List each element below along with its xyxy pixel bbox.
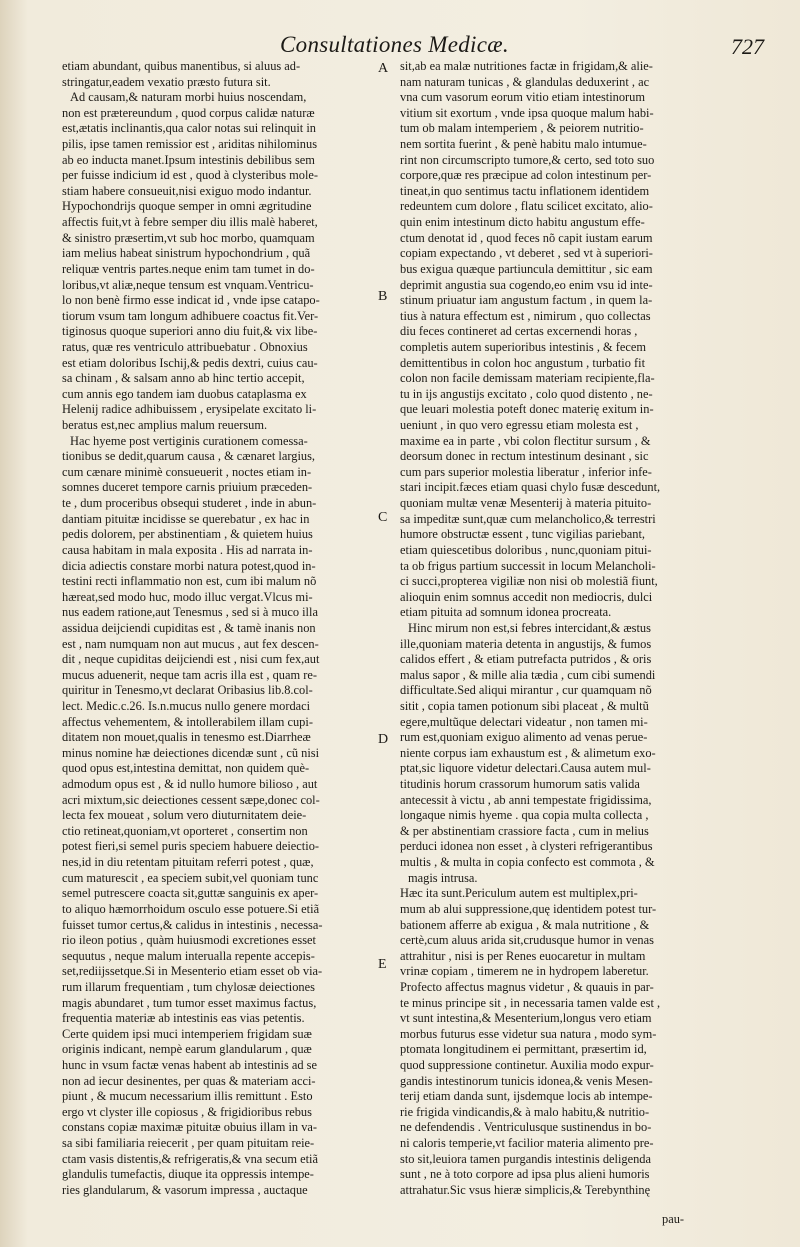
- text-line: bationem afferre ab exigua , & mala nutritione , &: [400, 917, 650, 932]
- text-line: pilis, ipse tamen remissior est , ariditas nihilominus: [62, 137, 318, 152]
- text-line: assidua deijciendi cupiditas est , & tamè inanis non: [62, 620, 316, 635]
- text-line: potest fieri,si semel puris speciem habuere deiectio-: [62, 839, 320, 854]
- text-line: glandulis tumefactis, diuque ita oppressis intempe-: [62, 1167, 314, 1182]
- text-line: alioquin enim somnus accedit non mediocris, dulci: [400, 589, 653, 604]
- text-line: cum pars superior molestia liberatur , inferior infe-: [400, 464, 652, 479]
- text-line: morbus futurus esse videtur sua natura , modo sym-: [400, 1026, 657, 1041]
- text-line: stiam habere consueuit,nisi exiguo modo indantur.: [62, 183, 312, 198]
- text-line: affectus vehementem, & intollerabilem illam cupi-: [62, 714, 313, 729]
- text-line: cum annis ego tandem iam duobus cataplasma ex: [62, 386, 307, 401]
- text-line: mucus aduenerit, neque tam acris illa est , quam re-: [62, 667, 317, 682]
- text-line: Certe quidem ipsi muci intemperiem frigidam suæ: [62, 1026, 312, 1041]
- text-line: & sinistro præsertim,vt sub hoc morbo, quamquam: [62, 230, 315, 245]
- text-line: sitit , copia tamen potionum sibi placeat , & multũ: [400, 698, 649, 713]
- text-line: dicia adiectis constare morbi natura potest,quod in-: [62, 558, 316, 573]
- text-line: deorsum donec in rectum intestinum desinant , sic: [400, 449, 649, 464]
- text-line: ergo vt clyster ille copiosus , & frigidioribus rebus: [62, 1104, 312, 1119]
- text-line: ni caloris temperie,vt facilior materia alimento pre-: [400, 1136, 654, 1151]
- page-number: 727: [731, 34, 764, 59]
- text-line: stari incipit.fæces etiam quasi chylo fusæ descedunt,: [400, 480, 661, 495]
- text-line: dantiam pituitæ incidisse se querebatur , ex hac in: [62, 511, 310, 526]
- text-line: cum cænare minimè consueuerit , noctes etiam in-: [62, 464, 312, 479]
- text-line: Profecto affectus magnus videtur , & quauis in par-: [400, 979, 654, 994]
- text-line: hæreat,sed modo huc, modo illuc vergat.Vlcus mi-: [62, 589, 313, 604]
- text-line: rum est,quoniam exiguo alimento ad venas perue-: [400, 730, 648, 745]
- text-line: somnes duceret tempore carnis priuium præceden-: [62, 480, 313, 495]
- text-line: corpore,quæ res præcipue ad colon intestinum per-: [400, 168, 652, 183]
- text-line: affectis fuit,vt à febre semper diu illis malè haberet,: [62, 215, 318, 230]
- text-line: rint non circumscripto tumore,& certo, sed toto suo: [400, 152, 655, 167]
- text-line: ab eo inducta manet.Ipsum intestinis debilibus sem: [62, 152, 315, 167]
- text-line: Ad causam,& naturam morbi huius noscendam,: [70, 90, 307, 105]
- text-line: te minus principe sit , in necessaria tamen valde est ,: [400, 995, 661, 1010]
- text-line: mum ab alui suppressione,quę identidem potest tur-: [400, 901, 657, 916]
- text-line: admodum opus est , & id nullo humore bilioso , aut: [62, 777, 318, 792]
- text-line: per fuisse indicium id est , quod à clysteribus mole-: [62, 168, 319, 183]
- text-line: Hac hyeme post vertiginis curationem comessa-: [70, 433, 308, 448]
- text-line: longaque nimis hyeme . qua copia multa collecta ,: [400, 808, 649, 823]
- text-line: vt sunt intestina,& Mesenterium,longus vero etiam: [400, 1011, 652, 1026]
- text-line: attrahatur.Sic vsus hieræ simplicis,& Terebynthinę: [400, 1182, 651, 1197]
- text-line: ctio retineat,quoniam,vt oporteret , consertim non: [62, 823, 308, 838]
- text-line: dit , neque cupiditas deijciendi est , nisi cum fex,aut: [62, 652, 320, 667]
- text-line: que leuari molestia poteft donec materię exitum in-: [400, 402, 654, 417]
- text-line: vrinæ copiam , timerem ne in hydropem laberetur.: [400, 964, 649, 979]
- text-line: non ad iecur desinentes, per quas & materiam acci-: [62, 1073, 316, 1088]
- text-line: copiam expectando , vt deberet , sed vt à superiori-: [400, 246, 653, 261]
- text-line: sto sit,leuiora tamen purgandis intestinis deligenda: [400, 1151, 651, 1166]
- text-line: maxime ea in parte , vbi colon flectitur sursum , &: [400, 433, 651, 448]
- text-line: gandis intestinorum tunicis idonea,& venis Mesen-: [400, 1073, 653, 1088]
- text-line: bus exigua quæque partiuncula demittitur , sic eam: [400, 261, 653, 276]
- text-line: nes,id in diu retentam pituitam referri potest , quæ,: [62, 855, 314, 870]
- text-line: humore obstructæ essent , tunc vigilias pariebant,: [400, 527, 646, 542]
- text-line: originis indicant, nempè earum glandularum , quæ: [62, 1042, 312, 1057]
- text-line: ueniunt , in quo vero egressu etiam molesta est ,: [400, 418, 639, 433]
- text-line: tionibus se dedit,quarum causa , & cænaret largius,: [62, 449, 316, 464]
- text-line: ries glandularum, & vasorum impressa , auctaque: [62, 1182, 308, 1197]
- text-line: etiam quiescetibus doloribus , nunc,quoniam pitui-: [400, 542, 652, 557]
- text-line: testini recti inflammatio non est, cum ibi malum nõ: [62, 574, 317, 589]
- text-line: Hypochondrijs quoque semper in omni ægritudine: [62, 199, 312, 214]
- text-line: constans copiæ maximæ pituitæ obuius illam in va-: [62, 1120, 318, 1135]
- text-line: etiam abundant, quibus manentibus, si aluus ad-: [62, 59, 301, 73]
- text-line: stringatur,eadem vexatio præsto futura sit.: [62, 74, 271, 89]
- text-line: set,rediijssetque.Si in Mesenterio etiam esset ob via-: [62, 964, 323, 979]
- text-line: tiginosus quoque superiori anno diu fuit,& vix libe-: [62, 324, 318, 339]
- text-line: nem sortita fuerint , & penè habitu malo intumue-: [400, 137, 647, 152]
- text-line: certè,cum aluus arida sit,crudusque humor in venas: [400, 933, 654, 948]
- left-text-column: [62, 59, 364, 1198]
- text-line: quin enim intestinum dicto habitu angustum effe-: [400, 215, 645, 230]
- text-line: est , nam numquam non aut mucus , aut fex descen-: [62, 636, 319, 651]
- text-line: stinum priuatur iam angustum factum , in quem la-: [400, 293, 653, 308]
- text-line: ne defendendis . Ventriculusque sustinendus in bo-: [400, 1120, 652, 1135]
- text-line: ptat,sic liquore videtur delectari.Causa autem mul-: [400, 761, 651, 776]
- text-line: colon non facile demissam materiam recipiente,fla-: [400, 371, 655, 386]
- text-line: loribus,vt aliæ,neque tensum est vnquam.Ventricu-: [62, 277, 314, 292]
- margin-letter-c: C: [378, 510, 388, 525]
- text-line: minus nomine hæ deiectiones dicendæ sunt , cũ nisi: [62, 745, 320, 760]
- margin-letter-e: E: [378, 957, 387, 972]
- text-line: tu in ijs angustijs excitato , colo quod distento , ne-: [400, 386, 653, 401]
- text-line: niente corpus iam exhaustum est , & alimetum exo-: [400, 745, 656, 760]
- text-line: diu feces contineret ad certas excernendi horas ,: [400, 324, 638, 339]
- text-line: multis , & multa in copia confecto est commota , &: [400, 855, 655, 870]
- text-line: hunc in vsum factæ venas habent ab intestinis ad se: [62, 1058, 317, 1072]
- text-line: etiam pituita ad somnum idonea procreata.: [400, 605, 612, 620]
- text-line: rio ileon potius , quàm huiusmodi excretiones esset: [62, 933, 316, 948]
- text-line: Hinc mirum non est,si febres intercidant,& æstus: [408, 620, 651, 635]
- text-line: quoniam multæ venæ Mesenterij à materia pituito-: [400, 496, 652, 511]
- text-line: quod suppressione continetur. Auxilia modo expur-: [400, 1058, 654, 1072]
- margin-letter-d: D: [378, 732, 389, 747]
- text-line: reliquæ ventris partes.neque enim tam tumet in do-: [62, 261, 315, 276]
- text-line: attrahitur , nisi is per Renes euocaretur in multam: [400, 948, 646, 963]
- text-line: redeuntem cum dolore , flatu scilicet excitato, alio-: [400, 199, 653, 214]
- text-line: ctum denotat id , quod feces nõ capit iustam earum: [400, 230, 653, 245]
- running-title: Consultationes Medicæ.: [280, 32, 509, 57]
- text-line: lo non benè firmo esse indicat id , vnde ipse catapo-: [62, 293, 320, 308]
- text-line: vna cum vasorum eorum vitio etiam intestinorum: [400, 90, 646, 105]
- text-line: fuisset tumor certus,& calidus in intestinis , necessa-: [62, 917, 323, 932]
- text-line: frequentia materiæ ab intestinis eas vias petentis.: [62, 1011, 305, 1026]
- text-line: beratus est,nec amplius malum reuersum.: [62, 418, 268, 433]
- text-line: ctam vasis distentis,& refrigeratis,& vna secum etiã: [62, 1151, 318, 1166]
- catchword: pau-: [662, 1212, 685, 1226]
- text-line: tineat,in quo sentimus tactu inflationem identidem: [400, 183, 650, 198]
- text-line: demittentibus in colon hoc angustum , turbatio fit: [400, 355, 646, 370]
- text-line: & per abstinentiam crassiore facta , cum in melius: [400, 823, 649, 838]
- text-line: ditatem non mouet,qualis in tenesmo est.Diarrheæ: [62, 730, 311, 745]
- text-line: semel putrescere coacta sit,guttæ sanguinis ex aper-: [62, 886, 319, 901]
- text-line: causa habitam in mala exposita . His ad narrata in-: [62, 542, 313, 557]
- text-line: magis abundaret , tum tumor esset maximus factus,: [62, 995, 317, 1010]
- text-line: tius à natura effectum est , nimirum , quo collectas: [400, 308, 651, 323]
- text-line: nus eadem ratione,aut Tenesmus , sed si à muco illa: [62, 605, 318, 620]
- text-line: deprimit angustia sua cogendo,eo enim vsu id inte-: [400, 277, 653, 292]
- text-line: lect. Medic.c.26. Is.n.mucus nullo genere mordaci: [62, 698, 311, 713]
- text-line: rum illarum frequentiam , tum chylosæ deiectiones: [62, 979, 315, 994]
- right-text-column: [400, 59, 710, 1198]
- text-line: egere,multũque delectari videatur , non tamen mi-: [400, 714, 648, 729]
- text-line: lecta fex moueat , solum vero diuturnitatem deie-: [62, 808, 307, 823]
- text-line: vitium sit exortum , vnde ipsa quoque malum habi-: [400, 105, 654, 120]
- text-line: te , dum proceribus obsequi studeret , inde in abun-: [62, 496, 317, 511]
- text-line: rie frigida vindicandis,& à malo habitu,& nutritio-: [400, 1104, 650, 1119]
- text-line: antecessit à victu , ab anni tempestate frigidissima,: [400, 792, 652, 807]
- text-line: non est prætereundum , quod corpus calidæ naturæ: [62, 105, 315, 120]
- text-line: cum maturescit , ea speciem subit,vel quoniam tunc: [62, 870, 319, 885]
- text-line: quiritur in Tenesmo,vt declarat Oribasius lib.8.col-: [62, 683, 313, 698]
- text-line: sequutus , neque malum interualla repente accepis-: [62, 948, 315, 963]
- text-line: sunt , ne à toto corpore ad ipsa plus alieni humoris: [400, 1167, 650, 1182]
- text-line: sit,ab ea malæ nutritiones factæ in frigidam,& alie-: [400, 59, 653, 73]
- text-line: sa impeditæ sunt,quæ cum melancholico,& terrestri: [400, 511, 656, 526]
- text-line: calidos effert , & etiam putrefacta putridos , & oris: [400, 652, 652, 667]
- text-line: perduci idonea non esset , à clysteri refrigerantibus: [400, 839, 653, 854]
- text-line: ci succi,propterea vigiliæ non nisi ob molestiã fiunt,: [400, 574, 658, 589]
- text-line: iam melius habeat sinistrum hypochondrium , quã: [62, 246, 311, 261]
- text-line: est,ætatis inclinantis,qua calor notas sui relinquit in: [62, 121, 316, 136]
- text-line: malus sapor , & mille alia tædia , cum cibi sumendi: [400, 667, 656, 682]
- text-line: Hæc ita sunt.Periculum autem est multiplex,pri-: [400, 886, 638, 901]
- text-line: ta ob frigus partium successit in locum Melancholi-: [400, 558, 656, 573]
- text-line: titudinis horum crassorum humorum satis valida: [400, 777, 640, 792]
- text-line: piunt , & mucum necessarium illis remittunt . Esto: [62, 1089, 313, 1104]
- text-line: to aliquo hæmorrhoidum osculo esse potuere.Si etiã: [62, 901, 320, 916]
- text-line: acri mixtum,sic deiectiones cessent sæpe,donec col-: [62, 792, 320, 807]
- text-line: nam naturam tunicas , & glandulas deduxerint , ac: [400, 74, 650, 89]
- text-line: difficultate.Sed aliqui mirantur , cur quamquam nõ: [400, 683, 652, 698]
- text-line: magis intrusa.: [408, 870, 478, 885]
- text-line: ptomata longitudinem ei permittant, præsertim id,: [400, 1042, 647, 1057]
- text-line: tiorum vsum tam longum adhibuere coactus fit.Ver-: [62, 308, 319, 323]
- text-line: quod opus est,intestina demittat, non quidem què-: [62, 761, 310, 776]
- margin-letter-b: B: [378, 289, 388, 304]
- text-line: est etiam doloribus Ischij,& pedis dextri, cuius cau-: [62, 355, 318, 370]
- text-line: ille,quoniam materia detenta in angustijs, & fumos: [400, 636, 652, 651]
- text-line: completis autem superioribus intestinis , & fecem: [400, 339, 647, 354]
- text-line: sa sibi familiaria reiecerit , per quam pituitam reie-: [62, 1136, 315, 1151]
- margin-letter-a: A: [378, 61, 389, 76]
- text-line: Helenij radice adhibuissem , erysipelate excitato li-: [62, 402, 317, 417]
- text-line: pedis dolorem, per abstinentiam , & quietem huius: [62, 527, 313, 542]
- text-line: tum ob malam intemperiem , & peiorem nutritio-: [400, 121, 644, 136]
- text-line: ratus, quæ res ventriculo attribuebatur . Obnoxius: [62, 339, 308, 354]
- text-line: sa chinam , & salsam anno ab hinc tertio accepit,: [62, 371, 305, 386]
- text-line: terij etiam danda sunt, ijsdemque locis ab intempe-: [400, 1089, 653, 1104]
